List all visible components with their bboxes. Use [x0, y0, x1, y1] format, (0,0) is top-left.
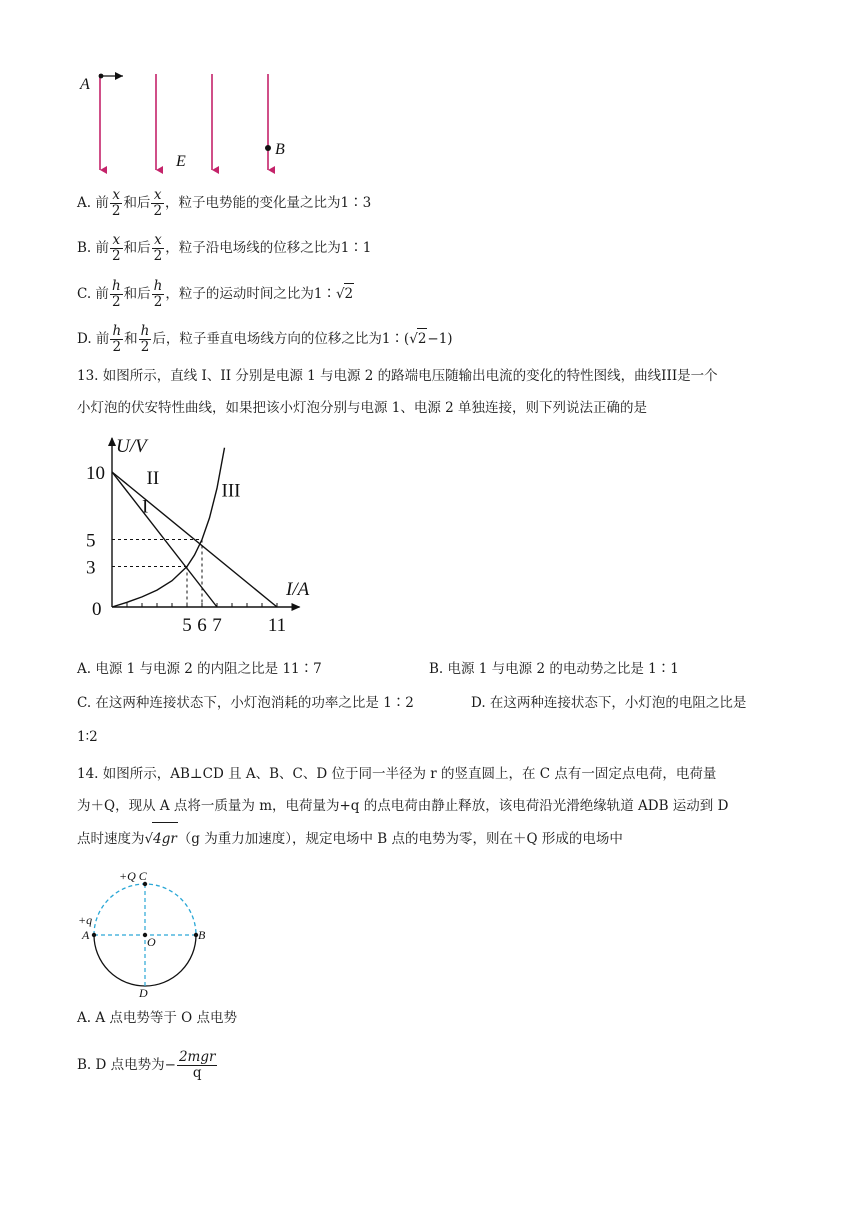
y-axis-label: U/V — [116, 436, 147, 457]
fraction: $\frac{x}{2}$ — [153, 187, 163, 219]
q12-option-D: D. 前 $\frac{h}{2}$ 和 $\frac{h}{2}$ 后，粒子垂直电场线方向的位移之比为1∶(√2−1) — [77, 323, 453, 355]
origin-label: 0 — [92, 599, 102, 620]
series-label-II: II — [146, 468, 160, 490]
q14-option-B: B. D 点电势为− $\frac{\text{2mgr}}{q}$ — [77, 1049, 216, 1081]
q12-option-C: C. 前 $\frac{h}{2}$ 和后 $\frac{h}{2}$ ，粒子的运动时间之比为1∶√2 — [77, 278, 354, 310]
fraction: $\frac{\text{2mgr}}{q}$ — [178, 1049, 216, 1081]
label-D: D — [139, 986, 148, 1000]
q14-stem-line3: 点时速度为√4gr（g 为重力加速度），规定电场中 B 点的电势为零，则在＋Q 形成的电场中 — [77, 822, 787, 855]
fraction: $\frac{h}{2}$ — [140, 323, 150, 355]
fraction: $\frac{h}{2}$ — [111, 278, 121, 310]
q13-option-D-cont: 1∶2 — [77, 729, 98, 745]
fraction: $\frac{x}{2}$ — [111, 187, 121, 219]
q13-option-B: B. 电源 1 与电源 2 的电动势之比是 1∶1 — [429, 661, 679, 677]
point-A-dot — [92, 933, 96, 937]
x-axis-label: I/A — [286, 579, 310, 600]
q13-stem: 13. 如图所示，直线 I、II 分别是电源 1 与电源 2 的路端电压随输出电流的变化的特性图线，曲线III是一个 小灯泡的伏安特性曲线，如果把该小灯泡分别与电源 1、电源 2 单独连接，则下列说法正确的是 — [77, 368, 718, 416]
point-B-dot — [265, 145, 271, 151]
x-tick-label: 6 — [197, 615, 207, 636]
label-B: B — [198, 928, 206, 942]
label-A: A — [82, 928, 90, 942]
label-B: B — [275, 141, 285, 158]
x-tick-label: 5 — [182, 615, 192, 636]
y-tick-label: 5 — [86, 530, 96, 552]
x-tick-label: 11 — [267, 615, 287, 636]
q12-option-B: B. 前 $\frac{x}{2}$ 和后 $\frac{x}{2}$ ，粒子沿电场线的位移之比为1∶1 — [77, 232, 372, 264]
fraction: $\frac{x}{2}$ — [112, 232, 121, 264]
fraction: $\frac{h}{2}$ — [153, 278, 163, 310]
y-tick-label: 10 — [86, 463, 105, 484]
q12-option-A: A. 前 $\frac{x}{2}$ 和后 $\frac{x}{2}$ ，粒子电势能的变化量之比为1∶3 — [77, 187, 372, 219]
series-label-I: I — [142, 496, 149, 518]
label-q: +q — [78, 913, 93, 927]
y-tick-label: 3 — [86, 557, 96, 579]
u-i-characteristic-chart — [78, 430, 338, 640]
series-line-III — [112, 448, 225, 607]
q14-option-A: A. A 点电势等于 O 点电势 — [77, 1010, 238, 1026]
label-A: A — [80, 76, 90, 93]
q13-option-D: D. 在这两种连接状态下，小灯泡的电阻之比是 — [471, 695, 747, 711]
circle-track-figure — [76, 866, 226, 1002]
electric-field-figure — [70, 62, 300, 177]
sqrt-sign: √ — [335, 286, 345, 302]
q13-option-A: A. 电源 1 与电源 2 的内阻之比是 11∶7 — [77, 661, 322, 677]
sqrt-sign: √ — [409, 331, 418, 347]
label-O: O — [147, 935, 156, 949]
fraction: $\frac{h}{2}$ — [112, 323, 122, 355]
label-E: E — [176, 153, 186, 170]
sqrt-sign: √ — [144, 831, 154, 847]
fraction: $\frac{x}{2}$ — [153, 232, 163, 264]
series-label-III: III — [221, 480, 241, 502]
q13-option-C: C. 在这两种连接状态下，小灯泡消耗的功率之比是 1∶2 — [77, 695, 414, 711]
x-tick-label: 7 — [212, 615, 222, 636]
label-C: +Q C — [119, 869, 147, 883]
q14-stem: 14. 如图所示，AB⊥CD 且 A、B、C、D 位于同一半径为 r 的竖直圆上，在 C 点有一固定点电荷，电荷量 为＋Q，现从 A 点将一质量为 m，电荷量为+q 的点电荷由静止释放，该电荷沿光滑绝缘轨道 ADB 运动到 D 点时速度为√4gr（g 为重力加速度），规定电场中 B 点的电势为零，则在＋Q 形成的电场中 — [77, 758, 787, 855]
